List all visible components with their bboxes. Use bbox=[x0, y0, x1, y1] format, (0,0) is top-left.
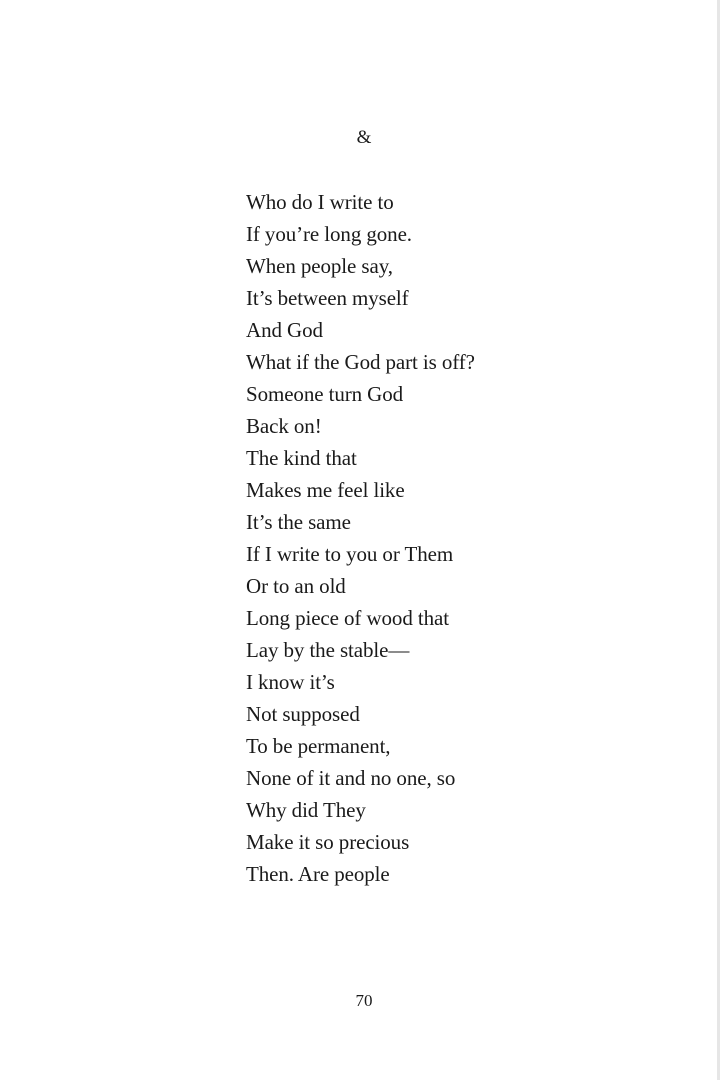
poem-line: What if the God part is off? bbox=[246, 350, 475, 374]
page-number: 70 bbox=[355, 991, 373, 1010]
poem-text bbox=[246, 186, 475, 890]
poem-line: None of it and no one, so bbox=[246, 766, 456, 790]
poem-line: Back on! bbox=[246, 414, 322, 438]
poem-line: If I write to you or Them bbox=[246, 542, 454, 566]
poem-line: To be permanent, bbox=[246, 734, 391, 758]
section-ornament: & bbox=[356, 127, 372, 148]
poem-line: Make it so precious bbox=[246, 830, 410, 854]
poem-line: I know it’s bbox=[246, 670, 335, 694]
poem-line: Long piece of wood that bbox=[246, 606, 449, 630]
poem-line: It’s between myself bbox=[246, 286, 409, 310]
poem-line: Not supposed bbox=[246, 702, 360, 726]
poem-line: And God bbox=[246, 318, 323, 342]
poem-line: Lay by the stable— bbox=[246, 638, 410, 662]
poem-line: Why did They bbox=[246, 798, 366, 822]
poem-line: It’s the same bbox=[246, 510, 351, 534]
poem-line: The kind that bbox=[246, 446, 357, 470]
poem-line: Someone turn God bbox=[246, 382, 404, 406]
poem-line: Then. Are people bbox=[246, 862, 390, 886]
poem-line: When people say, bbox=[246, 254, 393, 278]
poem-line: Or to an old bbox=[246, 574, 346, 598]
poem-line: If you’re long gone. bbox=[246, 222, 412, 246]
poem-line: Who do I write to bbox=[246, 190, 394, 214]
poem-line: Makes me feel like bbox=[246, 478, 405, 502]
